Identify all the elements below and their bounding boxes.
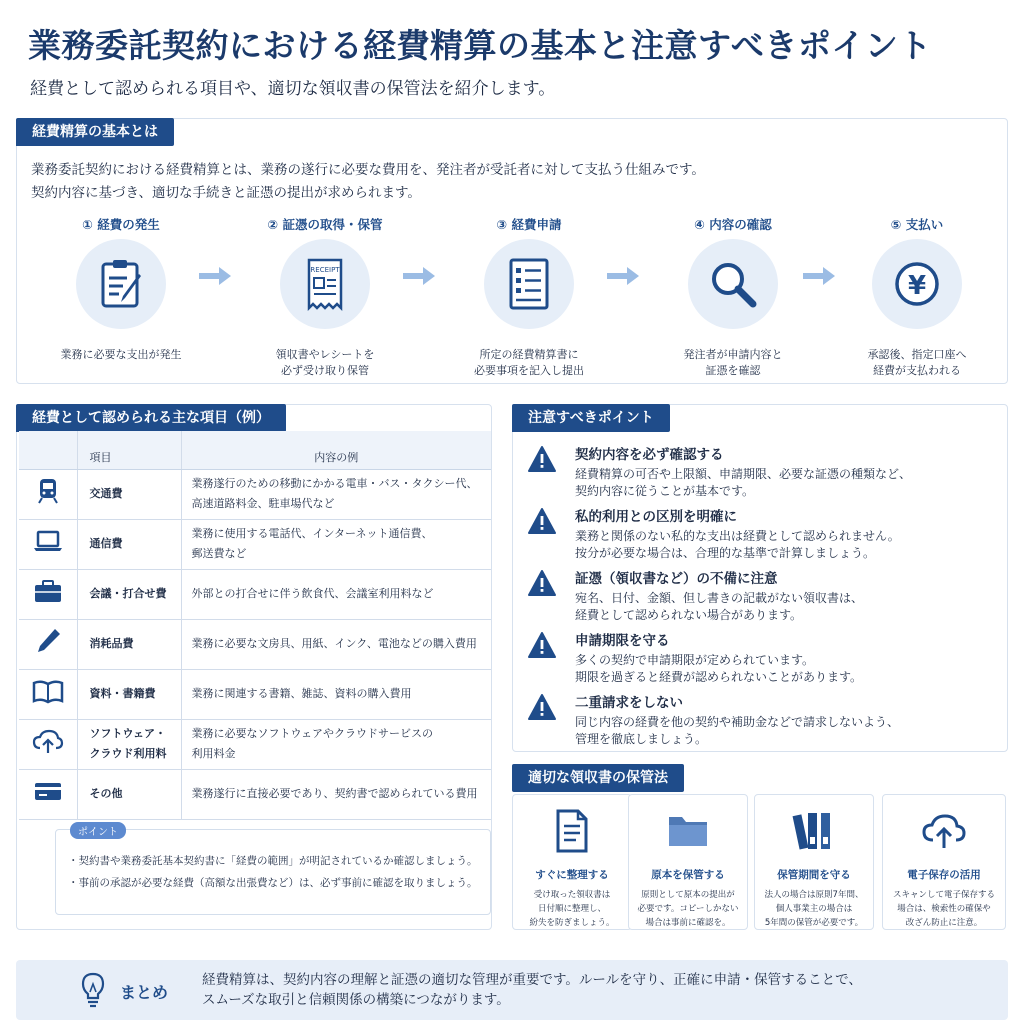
caution-body xyxy=(575,466,997,500)
step-description xyxy=(837,347,997,379)
item-example-line: 外部との打合せに伴う飲食代、会議室利用料など xyxy=(191,587,434,600)
step-desc-line: 領収書やレシートを xyxy=(275,348,375,361)
step-5 xyxy=(837,215,997,379)
briefcase-icon xyxy=(19,569,77,619)
basic-desc-line: 業務委託契約における経費精算とは、業務の遂行に必要な費用を、発注者が受託者に対して支払う仕組みです。 xyxy=(31,162,705,178)
storage-card-line: 個人事業主の場合は xyxy=(775,904,853,914)
summary-line: 経費精算は、契約内容の理解と証憑の適切な管理が重要です。ルールを守り、正確に申請・保管することで、 xyxy=(202,972,862,988)
item-example-line: 業務に使用する電話代、インターネット通信費、 xyxy=(191,527,433,540)
storage-card xyxy=(754,794,874,930)
caution-body-line: 多くの契約で申請期限が定められています。 xyxy=(575,653,815,667)
item-example-line: 高速道路料金、駐車場代など xyxy=(191,497,335,510)
caution-item xyxy=(527,505,997,562)
caution-body-line: 業務と関係のない私的な支出は経費として認められません。 xyxy=(575,529,900,543)
pencil-icon xyxy=(19,619,77,669)
caution-section-label: 注意すべきポイント xyxy=(512,404,670,432)
storage-card-title: すぐに整理する xyxy=(535,869,609,881)
storage-card-body xyxy=(883,888,1005,930)
caution-body-line: 契約内容に従うことが基本です。 xyxy=(575,484,755,498)
point-list xyxy=(68,850,478,894)
step-desc-line: 証憑を確認 xyxy=(705,364,761,377)
step-description xyxy=(449,347,609,379)
storage-card-body xyxy=(629,888,747,930)
lightbulb-icon xyxy=(78,970,108,1010)
summary-label: まとめ xyxy=(120,983,169,1002)
storage-card-line: 紛失を防ぎましょう。 xyxy=(529,918,615,928)
step-desc-line: 必ず受け取り保管 xyxy=(281,364,369,377)
point-tag: ポイント xyxy=(70,822,126,839)
basic-description xyxy=(31,159,705,205)
summary-section xyxy=(16,960,1008,1020)
form-icon xyxy=(484,239,574,329)
item-name xyxy=(77,469,181,519)
item-example xyxy=(181,719,491,769)
item-example-line: 業務に関連する書籍、雑誌、資料の購入費用 xyxy=(191,687,412,700)
item-name xyxy=(77,669,181,719)
binders-icon xyxy=(755,805,873,857)
clipboard-icon xyxy=(76,239,166,329)
item-name-line: ソフトウェア・ xyxy=(89,727,167,740)
yen-icon xyxy=(872,239,962,329)
step-title: ① 経費の発生 xyxy=(82,217,160,232)
caution-body-line: 同じ内容の経費を他の契約や補助金などで請求しないよう、 xyxy=(575,715,900,729)
table-row xyxy=(19,619,491,669)
step-desc-line: 承認後、指定口座へ xyxy=(867,348,967,361)
item-example xyxy=(181,569,491,619)
receipt-icon xyxy=(280,239,370,329)
step-desc-line: 業務に必要な支出が発生 xyxy=(60,348,182,361)
card-icon xyxy=(19,769,77,819)
caution-section xyxy=(512,404,1008,752)
storage-card xyxy=(512,794,632,930)
train-icon xyxy=(19,469,77,519)
step-desc-line: 所定の経費精算書に xyxy=(479,348,579,361)
caution-title: 契約内容を必ず確認する xyxy=(575,447,724,463)
item-example-line: 業務に必要な文房具、用紙、インク、電池などの購入費用 xyxy=(191,637,477,650)
caution-title: 二重請求をしない xyxy=(575,695,683,711)
item-name xyxy=(77,719,181,769)
page-subtitle: 経費として認められる項目や、適切な領収書の保管法を紹介します。 xyxy=(30,79,556,99)
cloud-upload-icon xyxy=(883,805,1005,857)
document-icon xyxy=(513,805,631,857)
storage-card-line: スキャンして電子保存する xyxy=(892,890,995,900)
basic-section-label: 経費精算の基本とは xyxy=(16,118,174,146)
item-example xyxy=(181,669,491,719)
caution-title: 申請期限を守る xyxy=(575,633,670,649)
caution-body xyxy=(575,714,997,748)
summary-text xyxy=(202,970,862,1010)
step-title: ③ 経費申請 xyxy=(496,217,562,232)
step-desc-line: 必要事項を記入し提出 xyxy=(474,364,584,377)
item-example-line: 利用料金 xyxy=(191,747,236,760)
caution-body-line: 経費精算の可否や上限額、申請期限、必要な証憑の種類など、 xyxy=(575,467,912,481)
step-desc-line: 発注者が申請内容と xyxy=(683,348,783,361)
magnifier-icon xyxy=(688,239,778,329)
caution-body-line: 管理を徹底しましょう。 xyxy=(575,732,708,746)
storage-card xyxy=(882,794,1006,930)
storage-card-title: 電子保存の活用 xyxy=(907,869,981,881)
caution-item xyxy=(527,567,997,624)
warning-icon xyxy=(527,631,557,659)
storage-card-line: 受け取った領収書は xyxy=(533,890,611,900)
arrow-right-icon xyxy=(401,265,437,287)
items-section xyxy=(16,404,492,930)
step-1 xyxy=(41,215,201,363)
warning-icon xyxy=(527,569,557,597)
storage-card-title: 原本を保管する xyxy=(651,869,725,881)
item-name xyxy=(77,619,181,669)
step-description xyxy=(653,347,813,379)
caution-body-line: 按分が必要な場合は、合理的な基準で計算しましょう。 xyxy=(575,546,876,560)
item-example xyxy=(181,519,491,569)
arrow-right-icon xyxy=(801,265,837,287)
caution-body-line: 期限を過ぎると経費が認められないことがあります。 xyxy=(575,670,863,684)
caution-title: 証憑（領収書など）の不備に注意 xyxy=(575,571,778,587)
caution-body-line: 経費として認められない場合があります。 xyxy=(575,608,803,622)
item-name-line: 通信費 xyxy=(89,537,123,550)
storage-card-line: 日付順に整理し、 xyxy=(537,904,606,914)
table-header-icon xyxy=(19,431,77,469)
item-example-line: 業務遂行に直接必要であり、契約書で認められている費用 xyxy=(191,787,478,800)
items-section-label: 経費として認められる主な項目（例） xyxy=(16,404,286,432)
point-box xyxy=(55,829,491,915)
table-row xyxy=(19,669,491,719)
storage-card-title: 保管期間を守る xyxy=(777,869,851,881)
step-3 xyxy=(449,215,609,379)
item-name-line: クラウド利用料 xyxy=(89,747,167,760)
caution-body-line: 宛名、日付、金額、但し書きの記載がない領収書は、 xyxy=(575,591,864,605)
storage-section-label: 適切な領収書の保管法 xyxy=(512,764,684,792)
item-example xyxy=(181,769,491,819)
table-header-row xyxy=(19,431,491,469)
receipt-icon-label: RECEIPT xyxy=(310,266,340,274)
items-table xyxy=(19,431,491,820)
item-name-line: 資料・書籍費 xyxy=(89,687,156,700)
table-row xyxy=(19,719,491,769)
item-name xyxy=(77,769,181,819)
storage-card-line: 原則として原本の提出が xyxy=(641,890,735,900)
step-2 xyxy=(245,215,405,379)
step-desc-line: 経費が支払われる xyxy=(873,364,961,377)
caution-body xyxy=(575,652,997,686)
item-example xyxy=(181,619,491,669)
point-item: ・契約書や業務委託基本契約書に「経費の範囲」が明記されているか確認しましょう。 xyxy=(68,855,478,867)
storage-card-body xyxy=(755,888,873,930)
step-description xyxy=(245,347,405,379)
book-icon xyxy=(19,669,77,719)
item-example-line: 業務遂行のための移動にかかる電車・バス・タクシー代、 xyxy=(191,477,478,490)
storage-card-body xyxy=(513,888,631,930)
page-title: 業務委託契約における経費精算の基本と注意すべきポイント xyxy=(28,26,932,65)
warning-icon xyxy=(527,693,557,721)
item-name-line: その他 xyxy=(89,787,123,800)
storage-card-line: 法人の場合は原則7年間、 xyxy=(764,890,864,900)
item-name-line: 会議・打合せ費 xyxy=(89,587,167,600)
basic-section xyxy=(16,118,1008,384)
yen-icon-label: ¥ xyxy=(907,271,927,301)
table-row xyxy=(19,469,491,519)
step-title: ⑤ 支払い xyxy=(890,217,944,232)
storage-card-line: 場合は事前に確認を。 xyxy=(645,918,731,928)
item-example-line: 業務に必要なソフトウェアやクラウドサービスの xyxy=(191,727,434,740)
point-item: ・事前の承認が必要な経費（高額な出張費など）は、必ず事前に確認を取りましょう。 xyxy=(68,877,478,889)
arrow-right-icon xyxy=(605,265,641,287)
item-example xyxy=(181,469,491,519)
caution-body xyxy=(575,590,997,624)
caution-body xyxy=(575,528,997,562)
caution-item xyxy=(527,629,997,686)
item-name-line: 交通費 xyxy=(89,487,123,500)
storage-card-line: 5年間の保管が必要です。 xyxy=(764,918,864,928)
item-name-line: 消耗品費 xyxy=(89,637,134,650)
step-title: ④ 内容の確認 xyxy=(694,217,772,232)
step-4 xyxy=(653,215,813,379)
arrow-right-icon xyxy=(197,265,233,287)
summary-line: スムーズな取引と信頼関係の構築につながります。 xyxy=(202,992,510,1008)
step-description xyxy=(41,347,201,363)
item-name xyxy=(77,569,181,619)
table-row xyxy=(19,569,491,619)
table-row xyxy=(19,519,491,569)
storage-card-line: 必要です。コピーしかない xyxy=(637,904,739,914)
step-title: ② 証憑の取得・保管 xyxy=(267,217,383,232)
item-example-line: 郵送費など xyxy=(191,547,247,560)
caution-title: 私的利用との区別を明確に xyxy=(575,509,737,525)
basic-desc-line: 契約内容に基づき、適切な手続きと証憑の提出が求められます。 xyxy=(31,185,421,201)
laptop-icon xyxy=(19,519,77,569)
caution-item xyxy=(527,443,997,500)
storage-card xyxy=(628,794,748,930)
table-header-item: 項目 xyxy=(77,431,181,469)
storage-card-line: 改ざん防止に注意。 xyxy=(905,918,983,928)
folder-icon xyxy=(629,805,747,857)
warning-icon xyxy=(527,507,557,535)
cloud-upload-icon xyxy=(19,719,77,769)
table-row xyxy=(19,769,491,819)
storage-card-line: 場合は、検索性の確保や xyxy=(897,904,991,914)
warning-icon xyxy=(527,445,557,473)
item-name xyxy=(77,519,181,569)
caution-item xyxy=(527,691,997,748)
table-header-example: 内容の例 xyxy=(181,431,491,469)
